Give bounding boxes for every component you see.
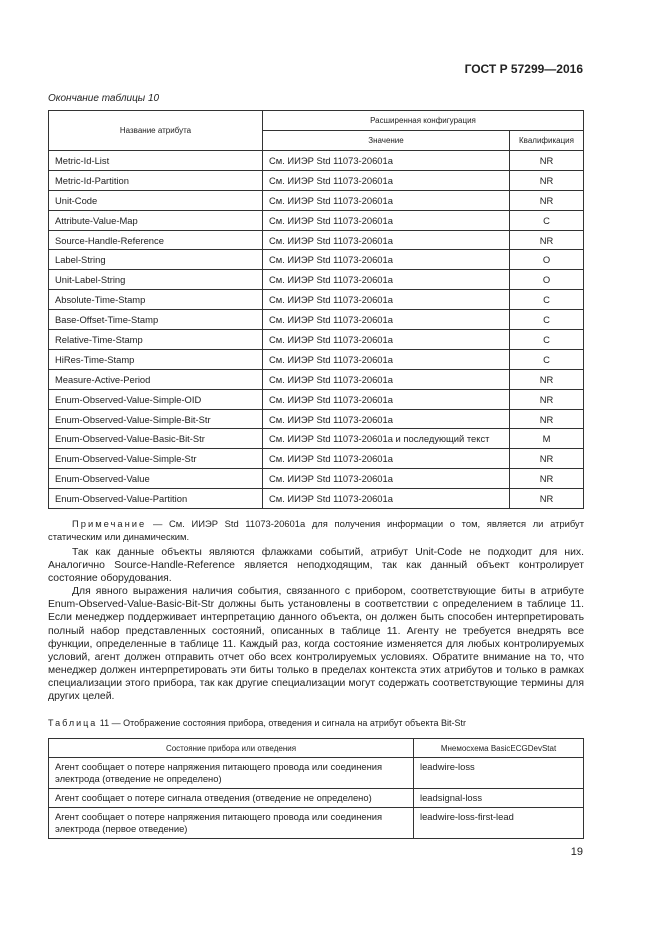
- attribute-name: Label-String: [49, 250, 263, 270]
- attribute-name: Metric-Id-List: [49, 151, 263, 171]
- table-row: [49, 210, 584, 230]
- device-state: Агент сообщает о потере напряжения питающего провода или соединения электрода (отведение не определено): [49, 758, 414, 789]
- attribute-qualification: NR: [510, 170, 584, 190]
- attribute-name: Enum-Observed-Value-Simple-OID: [49, 389, 263, 409]
- table-row: [49, 230, 584, 250]
- attribute-value: См. ИИЭР Std 11073-20601a: [263, 151, 510, 171]
- attribute-qualification: NR: [510, 409, 584, 429]
- attribute-name: Enum-Observed-Value-Partition: [49, 489, 263, 509]
- attribute-name: HiRes-Time-Stamp: [49, 349, 263, 369]
- attribute-value: См. ИИЭР Std 11073-20601a: [263, 449, 510, 469]
- attribute-qualification: C: [510, 210, 584, 230]
- attribute-name: Enum-Observed-Value-Simple-Str: [49, 449, 263, 469]
- attribute-name: Base-Offset-Time-Stamp: [49, 310, 263, 330]
- attribute-name: Enum-Observed-Value-Basic-Bit-Str: [49, 429, 263, 449]
- attribute-name: Attribute-Value-Map: [49, 210, 263, 230]
- attribute-value: См. ИИЭР Std 11073-20601a: [263, 270, 510, 290]
- attribute-name: Measure-Active-Period: [49, 369, 263, 389]
- body-text: [48, 546, 584, 703]
- attribute-name: Enum-Observed-Value-Simple-Bit-Str: [49, 409, 263, 429]
- attribute-name: Unit-Code: [49, 190, 263, 210]
- attribute-qualification: NR: [510, 151, 584, 171]
- attribute-name: Source-Handle-Reference: [49, 230, 263, 250]
- attribute-value: См. ИИЭР Std 11073-20601a и последующий текст: [263, 429, 510, 449]
- attribute-qualification: NR: [510, 449, 584, 469]
- table-row: [49, 758, 584, 789]
- table-row: [49, 270, 584, 290]
- attribute-qualification: O: [510, 270, 584, 290]
- attribute-value: См. ИИЭР Std 11073-20601a: [263, 409, 510, 429]
- mnemonic: leadwire-loss-first-lead: [414, 808, 584, 839]
- col-header-value: Значение: [263, 131, 510, 151]
- table-row: [49, 429, 584, 449]
- table-row: [49, 449, 584, 469]
- table-row: [49, 369, 584, 389]
- table-row: [49, 409, 584, 429]
- attribute-value: См. ИИЭР Std 11073-20601a: [263, 290, 510, 310]
- attribute-value: См. ИИЭР Std 11073-20601a: [263, 389, 510, 409]
- attribute-value: См. ИИЭР Std 11073-20601a: [263, 250, 510, 270]
- attribute-qualification: C: [510, 290, 584, 310]
- mnemonic: leadwire-loss: [414, 758, 584, 789]
- paragraph: Для явного выражения наличия события, связанного с прибором, соответствующие биты в атрибуте Enum-Observed-Value-Basic-Bit-Str должны быть установлены в соответствии с определением в таблице 11. Если менеджер поддерживает интерпретацию данного объекта, он должен быть способен интерпретировать полный набор представленных состояний, описанных в таблице 11. Агенту не требуется внедрять все функции, определенные в таблице 11. Каждый раз, когда состояние изменяется для любых контролируемых условий, агент должен отправить отчет обо всех контролируемых условиях. Обратите внимание на то, что менеджер должен интерпретировать эти биты только в пределах контекста этих атрибутов и только в рамках специализации этого прибора, так как другие специализации могут содержать соответствующие термины для других целей.: [48, 586, 584, 703]
- state-table: [48, 738, 584, 839]
- page-number: 19: [570, 846, 583, 858]
- attribute-name: Absolute-Time-Stamp: [49, 290, 263, 310]
- attribute-qualification: NR: [510, 469, 584, 489]
- table-row: [49, 310, 584, 330]
- mnemonic: leadsignal-loss: [414, 789, 584, 808]
- table-row: [49, 489, 584, 509]
- table-row: [49, 190, 584, 210]
- table-row: [49, 349, 584, 369]
- table-continuation-label: Окончание таблицы 10: [48, 93, 160, 104]
- attribute-name: Unit-Label-String: [49, 270, 263, 290]
- table-caption: [48, 718, 466, 728]
- caption-text: 11 — Отображение состояния прибора, отведения и сигнала на атрибут объекта Bit-Str: [97, 718, 467, 728]
- table-row: [49, 170, 584, 190]
- attribute-name: Metric-Id-Partition: [49, 170, 263, 190]
- attribute-name: Relative-Time-Stamp: [49, 330, 263, 350]
- attribute-qualification: NR: [510, 489, 584, 509]
- attribute-value: См. ИИЭР Std 11073-20601a: [263, 230, 510, 250]
- attribute-qualification: O: [510, 250, 584, 270]
- attribute-qualification: NR: [510, 369, 584, 389]
- col-header-mnemo: Мнемосхема BasicECGDevStat: [414, 739, 584, 758]
- attribute-value: См. ИИЭР Std 11073-20601a: [263, 369, 510, 389]
- paragraph: Так как данные объекты являются флажками событий, атрибут Unit-Code не подходит для них. Аналогично Source-Handle-Reference является неподходящим, так как данный объект контролирует состояние оборудования.: [48, 547, 584, 585]
- attribute-value: См. ИИЭР Std 11073-20601a: [263, 469, 510, 489]
- attribute-qualification: C: [510, 330, 584, 350]
- table-row: [49, 250, 584, 270]
- col-header-name: Название атрибута: [49, 111, 263, 151]
- attribute-value: См. ИИЭР Std 11073-20601a: [263, 210, 510, 230]
- table-row: [49, 330, 584, 350]
- attribute-qualification: NR: [510, 190, 584, 210]
- note-label: Примечание: [72, 518, 147, 529]
- attribute-qualification: NR: [510, 230, 584, 250]
- col-header-qual: Квалификация: [510, 131, 584, 151]
- device-state: Агент сообщает о потере напряжения питающего провода или соединения электрода (первое отведение): [49, 808, 414, 839]
- col-header-state: Состояние прибора или отведения: [49, 739, 414, 758]
- table-row: [49, 389, 584, 409]
- table-row: [49, 151, 584, 171]
- note-text: — См. ИИЭР Std 11073-20601a для получения информации о том, является ли атрибут статическим или динамическим.: [48, 518, 584, 542]
- table-row: [49, 808, 584, 839]
- attribute-table: [48, 110, 584, 509]
- table-row: [49, 290, 584, 310]
- attribute-qualification: C: [510, 310, 584, 330]
- attribute-qualification: M: [510, 429, 584, 449]
- attribute-value: См. ИИЭР Std 11073-20601a: [263, 170, 510, 190]
- device-state: Агент сообщает о потере сигнала отведения (отведение не определено): [49, 789, 414, 808]
- col-header-group: Расширенная конфигурация: [263, 111, 584, 131]
- table-note: [48, 517, 584, 543]
- attribute-value: См. ИИЭР Std 11073-20601a: [263, 310, 510, 330]
- attribute-name: Enum-Observed-Value: [49, 469, 263, 489]
- table-row: [49, 469, 584, 489]
- caption-label: Таблица: [48, 718, 98, 728]
- attribute-value: См. ИИЭР Std 11073-20601a: [263, 489, 510, 509]
- attribute-qualification: C: [510, 349, 584, 369]
- attribute-value: См. ИИЭР Std 11073-20601a: [263, 330, 510, 350]
- standard-header: ГОСТ Р 57299—2016: [464, 62, 583, 76]
- attribute-value: См. ИИЭР Std 11073-20601a: [263, 190, 510, 210]
- attribute-qualification: NR: [510, 389, 584, 409]
- attribute-value: См. ИИЭР Std 11073-20601a: [263, 349, 510, 369]
- table-row: [49, 789, 584, 808]
